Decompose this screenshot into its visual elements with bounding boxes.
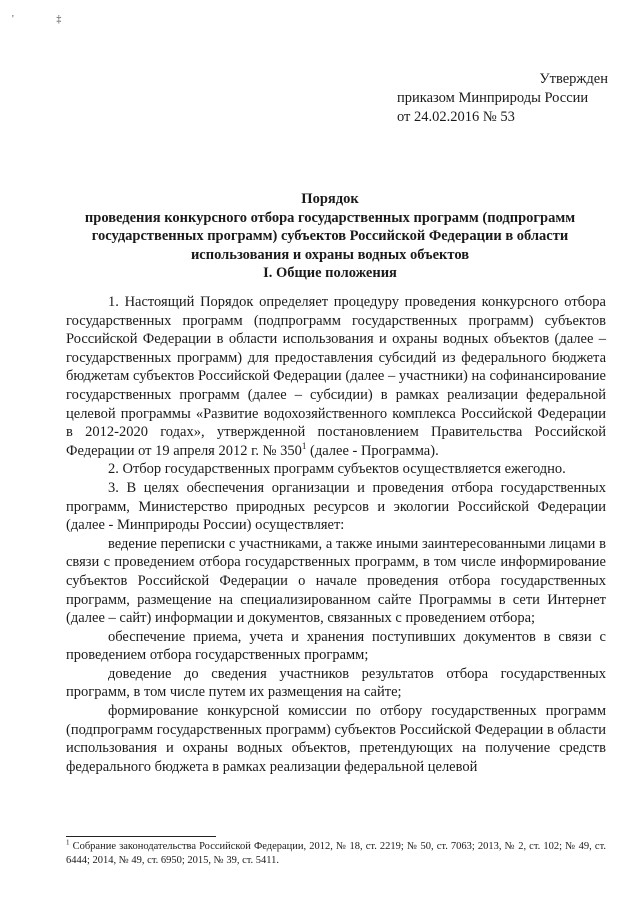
section-heading: I. Общие положения bbox=[263, 265, 397, 281]
approval-block bbox=[397, 70, 612, 127]
footnote bbox=[66, 840, 606, 868]
footnote-marker: 1 bbox=[66, 838, 70, 847]
document-title bbox=[60, 190, 600, 283]
list-item: ведение переписки с участниками, а также иными заинтересованными лицами в связи с проведением отбора государственных программ, в том числе информирование субъектов Российской Федерации о начале проведения отбора государственных программ, размещение на специализированном сайте Программы в сети Интернет (далее – сайт) информации и документов, связанных с проведением отбора; bbox=[66, 535, 606, 627]
footnote-text: Собрание законодательства Российской Федерации, 2012, № 18, ст. 2219; № 50, ст. 7063; 2013, № 2, ст. 102; № 49, ст. 6444; 2014, № 49, ст. 6950; 2015, № 39, ст. 5411. bbox=[66, 841, 606, 866]
list-item: обеспечение приема, учета и хранения поступивших документов в связи с проведением отбора государственных программ; bbox=[66, 628, 606, 664]
paragraph-1: 1. Настоящий Порядок определяет процедуру проведения конкурсного отбора государственных программ (подпрограмм государственных программ) субъектов Российской Федерации в области использования и охраны водных объектов (далее – государственных программ) для предоставления субсидий из федерального бюджета бюджетам субъектов Российской Федерации (далее – участники) на софинансирование государственных программ (далее – субсидии) в рамках реализации федеральной целевой программы «Развитие водохозяйственного комплекса Российской Федерации в 2012-2020 годах», утвержденной постановлением Правительства Российской Федерации от 19 апреля 2012 г. № $350^1$ (далее - Программа). bbox=[66, 294, 606, 459]
document-body bbox=[66, 293, 606, 776]
approval-line: приказом Минприроды России bbox=[397, 90, 589, 106]
approval-line: Утвержден bbox=[539, 71, 608, 87]
footnote-divider bbox=[66, 836, 216, 837]
margin-mark: ‡ bbox=[56, 14, 62, 25]
paragraph-3: 3. В целях обеспечения организации и проведения отбора государственных программ, Министерство природных ресурсов и экологии Российской Федерации (далее - Минприроды России) осуществляет: bbox=[66, 479, 606, 534]
margin-marks bbox=[12, 14, 101, 25]
paragraph-2: 2. Отбор государственных программ субъектов осуществляется ежегодно. bbox=[108, 461, 566, 478]
footnote-ref: 1 bbox=[301, 440, 307, 451]
list-item: формирование конкурсной комиссии по отбору государственных программ (подпрограмм государственных программ) субъектов Российской Федерации в области использования и охраны водных объектов, претендующих на получение средств федерального бюджета в рамках реализации федеральной целевой bbox=[66, 703, 606, 775]
approval-line: от 24.02.2016 № 53 bbox=[397, 109, 515, 125]
title-heading: Порядок bbox=[301, 191, 359, 207]
title-subject: проведения конкурсного отбора государственных программ (подпрограмм государственных программ) субъектов Российской Федерации в области использования и охраны водных объектов bbox=[84, 209, 576, 263]
margin-mark: ' bbox=[12, 14, 14, 25]
list-item: доведение до сведения участников результатов отбора государственных программ, в том числе путем их размещения на сайте; bbox=[66, 665, 606, 701]
